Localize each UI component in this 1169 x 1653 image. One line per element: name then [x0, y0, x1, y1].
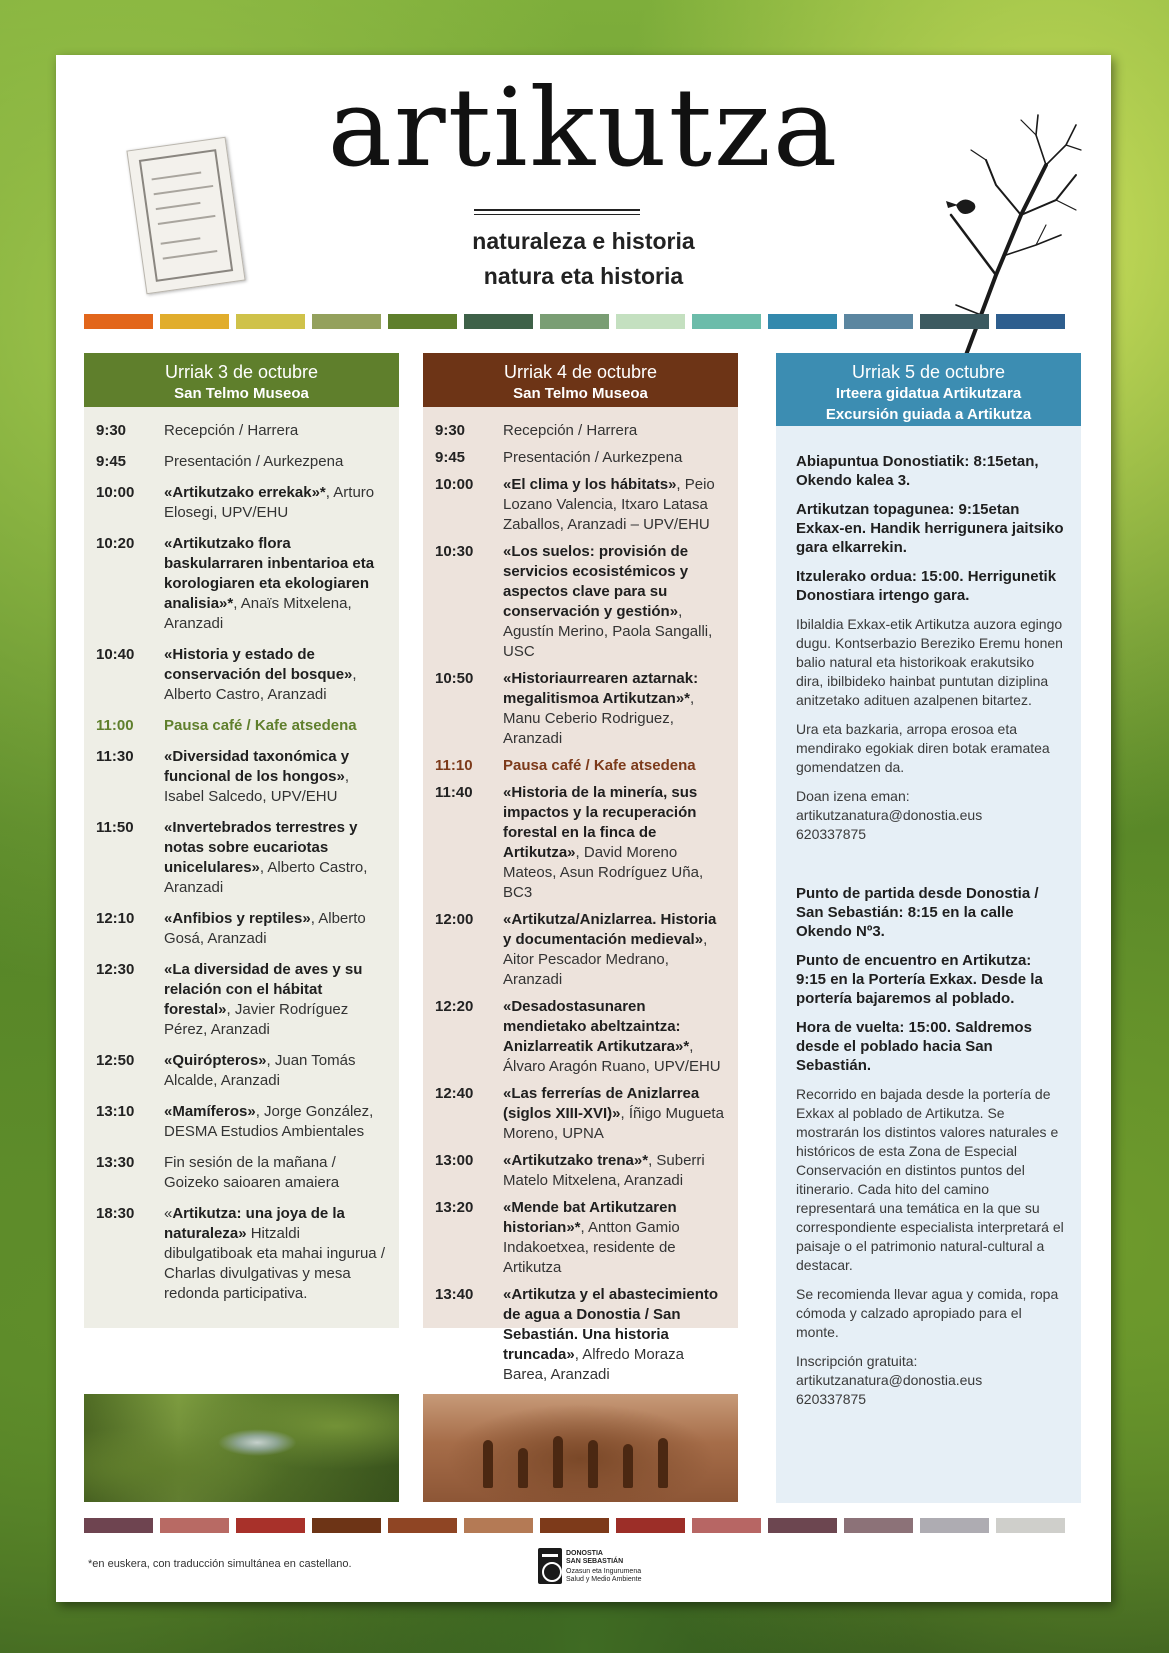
donostia-logo	[538, 1548, 648, 1590]
talk-speaker: , Arturo Elosegi, UPV/EHU	[164, 484, 375, 521]
talk-title: «Los suelos: provisión de servicios ecosistémicos y aspectos clave para su conservación y gestión»	[503, 543, 689, 620]
schedule-time: 12:30	[96, 961, 135, 978]
schedule-time: 10:00	[435, 476, 474, 493]
schedule-item	[96, 421, 389, 441]
return-time-eu: Itzulerako ordua: 15:00. Herrigunetik Donostiara irtengo gara.	[796, 568, 1057, 604]
registration-eu	[796, 787, 1065, 844]
schedule-item	[435, 448, 728, 468]
schedule-item	[96, 1051, 389, 1091]
talk-title: «Invertebrados terrestres y notas sobre eucariotas unicelulares»	[164, 819, 358, 876]
schedule-item	[435, 997, 728, 1077]
schedule-item	[435, 1198, 728, 1278]
schedule-description	[503, 669, 728, 749]
color-swatch	[844, 1518, 913, 1533]
schedule-item	[96, 452, 389, 472]
talk-speaker: , Antton Gamio Indakoetxea, residente de Artikutza	[503, 1219, 680, 1276]
historic-group-photo	[423, 1394, 738, 1502]
color-swatch	[920, 1518, 989, 1533]
registration-label-es: Inscripción gratuita:	[796, 1353, 918, 1369]
schedule-time: 13:10	[96, 1103, 135, 1120]
talk-speaker: , Álvaro Aragón Ruano, UPV/EHU	[503, 1038, 721, 1075]
color-swatch	[540, 1518, 609, 1533]
recommendation-eu: Ura eta bazkaria, arropa erosoa eta mendirako egokiak diren botak eramatea gomendatzen da.	[796, 721, 1050, 775]
translation-footnote: *en euskera, con traducción simultánea en castellano.	[88, 1558, 352, 1570]
schedule-time: 9:30	[96, 422, 127, 439]
schedule-description	[503, 997, 728, 1077]
schedule-description	[164, 960, 389, 1040]
schedule-time: 12:00	[435, 911, 474, 928]
schedule-description	[164, 645, 389, 705]
schedule-time: 11:10	[435, 757, 473, 774]
talk-title: «Historia y estado de conservación del bosque»	[164, 646, 353, 683]
meeting-place-eu: Artikutzan topagunea: 9:15etan Exkax-en. Handik herrigunera jaitsiko gara elkarrekin.	[796, 501, 1064, 556]
subtitle-spanish: naturaleza e historia	[472, 228, 695, 254]
color-swatch	[920, 314, 989, 329]
day3-header	[776, 353, 1081, 426]
day2-header	[423, 353, 738, 407]
city-crest-icon	[538, 1548, 562, 1584]
color-swatch	[84, 314, 153, 329]
color-swatch	[692, 1518, 761, 1533]
schedule-item	[96, 645, 389, 705]
schedule-time: 11:30	[96, 748, 134, 765]
return-time-es: Hora de vuelta: 15:00. Saldremos desde el poblado hacia San Sebastián.	[796, 1019, 1032, 1074]
color-swatch	[692, 314, 761, 329]
talk-speaker: Fin sesión de la mañana / Goizeko saioaren amaiera	[164, 1154, 340, 1191]
schedule-time: 10:40	[96, 646, 135, 663]
color-swatch	[388, 1518, 457, 1533]
schedule-description	[503, 542, 728, 662]
talk-speaker: , Javier Rodríguez Pérez, Aranzadi	[164, 1001, 349, 1038]
schedule-description	[164, 452, 389, 472]
schedule-description	[503, 1151, 728, 1191]
description-eu: Ibilaldia Exkax-etik Artikutza auzora egingo dugu. Kontserbazio Bereziko Eremu honen balio natural eta historikoak erakutsiko dira, ibilbideko hainbat puntutan diziplina anitzetako adituen azalpenen bitartez.	[796, 616, 1063, 708]
schedule-item	[435, 910, 728, 990]
color-swatch	[160, 314, 229, 329]
registration-phone-es: 620337875	[796, 1391, 867, 1407]
color-swatch	[236, 1518, 305, 1533]
subtitle-basque: natura eta historia	[483, 263, 684, 289]
meeting-place-es: Punto de encuentro en Artikutza: 9:15 en la Portería Exkax. Desde la portería bajaremos al poblado.	[796, 952, 1043, 1007]
talk-speaker: , Alberto Castro, Aranzadi	[164, 859, 368, 896]
schedule-time: 9:45	[96, 453, 127, 470]
registration-email-es[interactable]: artikutzanatura@donostia.eus	[796, 1372, 983, 1388]
talk-speaker: , Agustín Merino, Paola Sangalli, USC	[503, 603, 713, 660]
schedule-description	[503, 1198, 728, 1278]
day3-column	[776, 353, 1081, 1503]
day1-column	[84, 353, 399, 1328]
talk-speaker: Recepción / Harrera	[164, 422, 299, 439]
color-swatch	[768, 1518, 837, 1533]
schedule-description	[503, 475, 728, 535]
schedule-time: 9:30	[435, 422, 466, 439]
schedule-description	[164, 1153, 389, 1193]
schedule-description	[503, 1084, 728, 1144]
schedule-description	[503, 448, 728, 468]
talk-title: «Historia de la minería, sus impactos y la recuperación forestal en la finca de Artikutza»	[503, 784, 698, 861]
schedule-time: 18:30	[96, 1205, 135, 1222]
talk-title: «Artikutza y el abastecimiento de agua a Donostia / San Sebastián. Una historia truncada»	[503, 1286, 719, 1363]
day3-title-eu: Irteera gidatua Artikutzara	[835, 385, 1022, 402]
schedule-time: 10:00	[96, 484, 135, 501]
talk-title: «Anfibios y reptiles»	[164, 910, 311, 927]
waterfall-photo	[84, 1394, 399, 1502]
schedule-item	[435, 783, 728, 903]
talk-title: «Artikutzako flora baskularraren inbentarioa eta korologiaren eta ekologiaren analisia»*	[164, 535, 375, 612]
color-strip-top	[84, 314, 1065, 329]
schedule-item	[435, 475, 728, 535]
schedule-description	[503, 910, 728, 990]
schedule-item	[435, 1151, 728, 1191]
talk-title: «Artikutza/Anizlarrea. Historia y documentación medieval»	[503, 911, 717, 948]
schedule-item	[435, 542, 728, 662]
day2-schedule	[423, 407, 738, 1385]
schedule-item	[96, 534, 389, 634]
talk-speaker: Pausa café / Kafe atsedena	[503, 757, 696, 774]
day1-venue: San Telmo Museoa	[174, 385, 309, 402]
registration-label-eu: Doan izena eman:	[796, 788, 910, 804]
schedule-description	[164, 818, 389, 898]
talk-title: «Desadostasunaren mendietako abeltzaintza: Anizlarreatik Artikutzara»*	[503, 998, 690, 1055]
talk-speaker: , Aitor Pescador Medrano, Aranzadi	[503, 931, 708, 988]
schedule-time: 11:50	[96, 819, 134, 836]
registration-phone-eu: 620337875	[796, 826, 867, 842]
day3-date: Urriak 5 de octubre	[851, 362, 1006, 382]
schedule-description	[164, 421, 389, 441]
schedule-time: 12:20	[435, 998, 474, 1015]
talk-title: «Artikutzako errekak»*	[164, 484, 326, 501]
schedule-time: 12:40	[435, 1085, 474, 1102]
logo-city-name: DONOSTIA SAN SEBASTIÁN	[566, 1550, 624, 1565]
day2-venue: San Telmo Museoa	[513, 385, 648, 402]
schedule-time: 13:30	[96, 1154, 135, 1171]
color-swatch	[312, 1518, 381, 1533]
color-swatch	[768, 314, 837, 329]
schedule-break	[96, 716, 389, 736]
talk-speaker: Pausa café / Kafe atsedena	[164, 717, 357, 734]
talk-speaker: Recepción / Harrera	[503, 422, 638, 439]
color-strip-bottom	[84, 1518, 1065, 1533]
color-swatch	[996, 1518, 1065, 1533]
color-swatch	[616, 1518, 685, 1533]
color-swatch	[312, 314, 381, 329]
schedule-time: 13:20	[435, 1199, 474, 1216]
schedule-item	[96, 1102, 389, 1142]
talk-speaker: Hitzaldi dibulgatiboak eta mahai ingurua / Charlas divulgativas y mesa redonda participativa.	[164, 1225, 385, 1302]
schedule-item	[96, 1153, 389, 1193]
talk-speaker: , Manu Ceberio Rodriguez, Aranzadi	[503, 690, 695, 747]
day2-column	[423, 353, 738, 1383]
schedule-item	[96, 818, 389, 898]
schedule-description	[164, 747, 389, 807]
talk-speaker: , Anaïs Mitxelena, Aranzadi	[164, 595, 352, 632]
schedule-description	[503, 783, 728, 903]
color-swatch	[464, 314, 533, 329]
talk-speaker: , Suberri Matelo Mitxelena, Aranzadi	[503, 1152, 705, 1189]
talk-speaker: , Alfredo Moraza Barea, Aranzadi	[503, 1346, 684, 1383]
schedule-description	[503, 756, 728, 776]
schedule-item	[96, 1204, 389, 1304]
day1-header	[84, 353, 399, 407]
schedule-description	[164, 716, 389, 736]
day1-schedule	[84, 407, 399, 1304]
schedule-item	[435, 669, 728, 749]
color-swatch	[996, 314, 1065, 329]
schedule-description	[164, 483, 389, 523]
schedule-time: 13:40	[435, 1286, 474, 1303]
schedule-time: 13:00	[435, 1152, 474, 1169]
talk-speaker: Presentación / Aurkezpena	[164, 453, 344, 470]
schedule-time: 10:50	[435, 670, 474, 687]
talk-title: «Mende bat Artikutzaren historian»*	[503, 1199, 677, 1236]
poster-sheet	[56, 55, 1111, 1602]
schedule-item	[435, 1084, 728, 1144]
schedule-item	[435, 421, 728, 441]
talk-speaker: , Jorge González, DESMA Estudios Ambientales	[164, 1103, 374, 1140]
schedule-description	[164, 1102, 389, 1142]
talk-speaker: Presentación / Aurkezpena	[503, 449, 683, 466]
poster-header	[56, 55, 1111, 305]
talk-title: «Quirópteros»	[164, 1052, 267, 1069]
talk-title: Artikutza: una joya de la naturaleza»	[164, 1205, 345, 1242]
schedule-description	[503, 1285, 728, 1385]
talk-speaker: , Alberto Gosá, Aranzadi	[164, 910, 366, 947]
talk-title: «Historiaurrearen aztarnak: megalitismoa Artikutzan»*	[503, 670, 699, 707]
talk-title: «Mamíferos»	[164, 1103, 256, 1120]
poster-title: artikutza	[327, 66, 840, 191]
schedule-description	[164, 534, 389, 634]
schedule-time: 11:00	[96, 717, 134, 734]
talk-speaker: , Juan Tomás Alcalde, Aranzadi	[164, 1052, 356, 1089]
color-swatch	[464, 1518, 533, 1533]
talk-title: «La diversidad de aves y su relación con el hábitat forestal»	[164, 961, 363, 1018]
recommendation-es: Se recomienda llevar agua y comida, ropa cómoda y calzado apropiado para el monte.	[796, 1286, 1059, 1340]
day1-date: Urriak 3 de octubre	[164, 362, 319, 382]
logo-department: Ozasun eta Ingurumena Salud y Medio Ambiente	[566, 1568, 642, 1583]
schedule-time: 9:45	[435, 449, 466, 466]
day3-title-es: Excursión guiada a Artikutza	[825, 406, 1032, 423]
schedule-item	[435, 1285, 728, 1385]
meeting-point-es: Punto de partida desde Donostia / San Sebastián: 8:15 en la calle Okendo Nº3.	[796, 885, 1039, 940]
talk-speaker: , Peio Lozano Valencia, Itxaro Latasa Zaballos, Aranzadi – UPV/EHU	[503, 476, 715, 533]
schedule-description: «Artikutza: una joya de la naturaleza» Hitzaldi dibulgatiboak eta mahai ingurua / Charlas divulgativas y mesa redonda participativa.	[164, 1205, 385, 1302]
color-swatch	[160, 1518, 229, 1533]
day2-date: Urriak 4 de octubre	[503, 362, 658, 382]
registration-email-eu[interactable]: artikutzanatura@donostia.eus	[796, 807, 983, 823]
schedule-time: 12:50	[96, 1052, 135, 1069]
schedule-break	[435, 756, 728, 776]
color-swatch	[844, 314, 913, 329]
talk-speaker: , Isabel Salcedo, UPV/EHU	[164, 768, 350, 805]
day3-info	[776, 426, 1081, 1409]
schedule-time: 10:20	[96, 535, 135, 552]
schedule-item	[96, 483, 389, 523]
schedule-item	[96, 960, 389, 1040]
title-divider	[474, 209, 640, 215]
talk-speaker: , Íñigo Mugueta Moreno, UPNA	[503, 1105, 724, 1142]
schedule-description	[164, 909, 389, 949]
schedule-description	[164, 1051, 389, 1091]
color-swatch	[388, 314, 457, 329]
color-swatch	[236, 314, 305, 329]
color-swatch	[616, 314, 685, 329]
schedule-time: 11:40	[435, 784, 473, 801]
talk-title: «Diversidad taxonómica y funcional de los hongos»	[164, 748, 350, 785]
color-swatch	[84, 1518, 153, 1533]
schedule-item	[96, 909, 389, 949]
talk-speaker: , David Moreno Mateos, Asun Rodríguez Uña, BC3	[503, 844, 704, 901]
color-swatch	[540, 314, 609, 329]
talk-speaker: , Alberto Castro, Aranzadi	[164, 666, 357, 703]
schedule-description	[503, 421, 728, 441]
talk-title: «El clima y los hábitats»	[503, 476, 677, 493]
talk-title: «Las ferrerías de Anizlarrea (siglos XIII-XVI)»	[503, 1085, 700, 1122]
schedule-time: 10:30	[435, 543, 474, 560]
schedule-item	[96, 747, 389, 807]
registration-es	[796, 1352, 1065, 1409]
description-es: Recorrido en bajada desde la portería de Exkax al poblado de Artikutza. Se mostrarán los distintos valores naturales e históricos de esta Zona de Especial Conservación en distintos puntos del itinerario. Cada hito del camino representará una temática en la que su correspondiente especialista interpretará el paisaje o el patrimonio natural-cultural a destacar.	[796, 1086, 1064, 1273]
meeting-point-eu: Abiapuntua Donostiatik: 8:15etan, Okendo kalea 3.	[796, 453, 1039, 489]
schedule-time: 12:10	[96, 910, 135, 927]
talk-title: «Artikutzako trena»*	[503, 1152, 649, 1169]
